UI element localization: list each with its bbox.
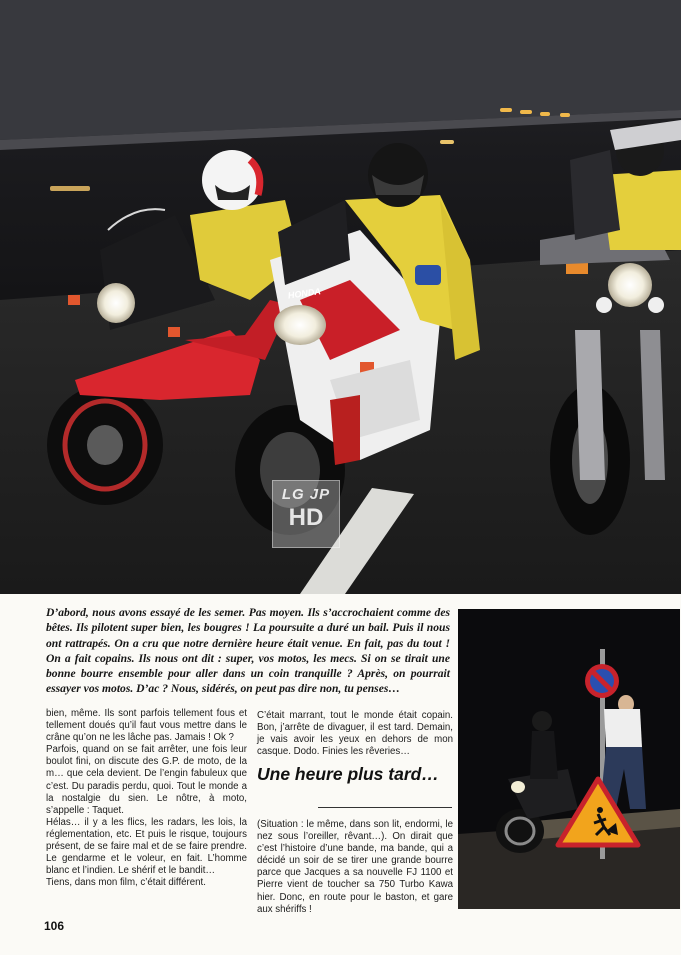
watermark-top-text: LG JP <box>281 486 331 503</box>
side-photo-illustration <box>458 609 680 909</box>
column2-paragraph: (Situation : le même, dans son lit, endormi, le nez sous l’oreiller, rêvant…). On dirait que c’est l’histoire d’une bande, ma bande, qui a décidé un soir de se tirer une grande bourre parce que Jacques a sa nouvelle FJ 1100 et Pierre vient de toucher sa 750 Turbo Kawa hier. Donc, en route pour le baston, et gare aux shériffs ! <box>257 819 453 915</box>
article-column-2-top <box>257 710 453 758</box>
column1-paragraph: Tiens, dans mon film, c’était différent. <box>46 877 206 889</box>
column2-paragraph: C’était marrant, tout le monde était copain. Bon, j’arrête de divaguer, il est tard. Demain, je vais avoir les yeux en dehors de mon casque. Dodo. Finies les rêveries… <box>257 710 453 758</box>
section-subheading: Une heure plus tard… <box>257 764 439 784</box>
page-number: 106 <box>44 919 65 933</box>
article-column-1 <box>46 708 247 889</box>
watermark-bottom-text: HD <box>288 504 324 531</box>
honda-logo: HONDA <box>287 286 322 301</box>
watermark-logo <box>272 480 340 548</box>
subheading-rule <box>318 807 452 808</box>
article-column-2-bottom <box>257 819 453 916</box>
column1-paragraph: Parfois, quand on se fait arrêter, une fois leur boulot fini, on discute des G.P. de moto, de la m… que cela devient. De l’engin fabuleux que c’est. Du paradis perdu, quoi. Tout le monde a la nostalgie du sien. Le nôtre, à moto, s’appelle : Taquet. <box>46 744 247 816</box>
intro-paragraph: D’abord, nous avons essayé de les semer. Pas moyen. Ils s’accrochaient comme des bêtes. Ils pilotent super bien, les bougres ! La poursuite a duré un bail. Puis il nous ont rattrapés. On a cru que notre dernière heure était venue. En fait, pas du tout ! On a fait copains. Ils nous ont dit : super, vos motos, les mecs. Si on se tirait une bonne bourre ensemble pour aller dans un coin tranquille ? Après, on pourrait essayer vos motos. D’ac ? Nous, sidérés, on peut pas dire non, tu penses… <box>46 606 450 696</box>
column1-paragraph: bien, même. Ils sont parfois tellement fous et tellement doués qu’il faut vous mettre dans le crâne qu’on ne les lâche pas. Jamais ! Ok ? <box>46 708 247 744</box>
column1-paragraph: Hélas… il y a les flics, les radars, les lois, la réglementation, etc. Et puis le risque, toujours présent, de se faire mal et de se faire prendre. Le gendarme et le voleur, en fait. L’homme blanc et l’indien. Le shérif et le bandit… <box>46 816 247 877</box>
side-photo <box>458 609 680 909</box>
